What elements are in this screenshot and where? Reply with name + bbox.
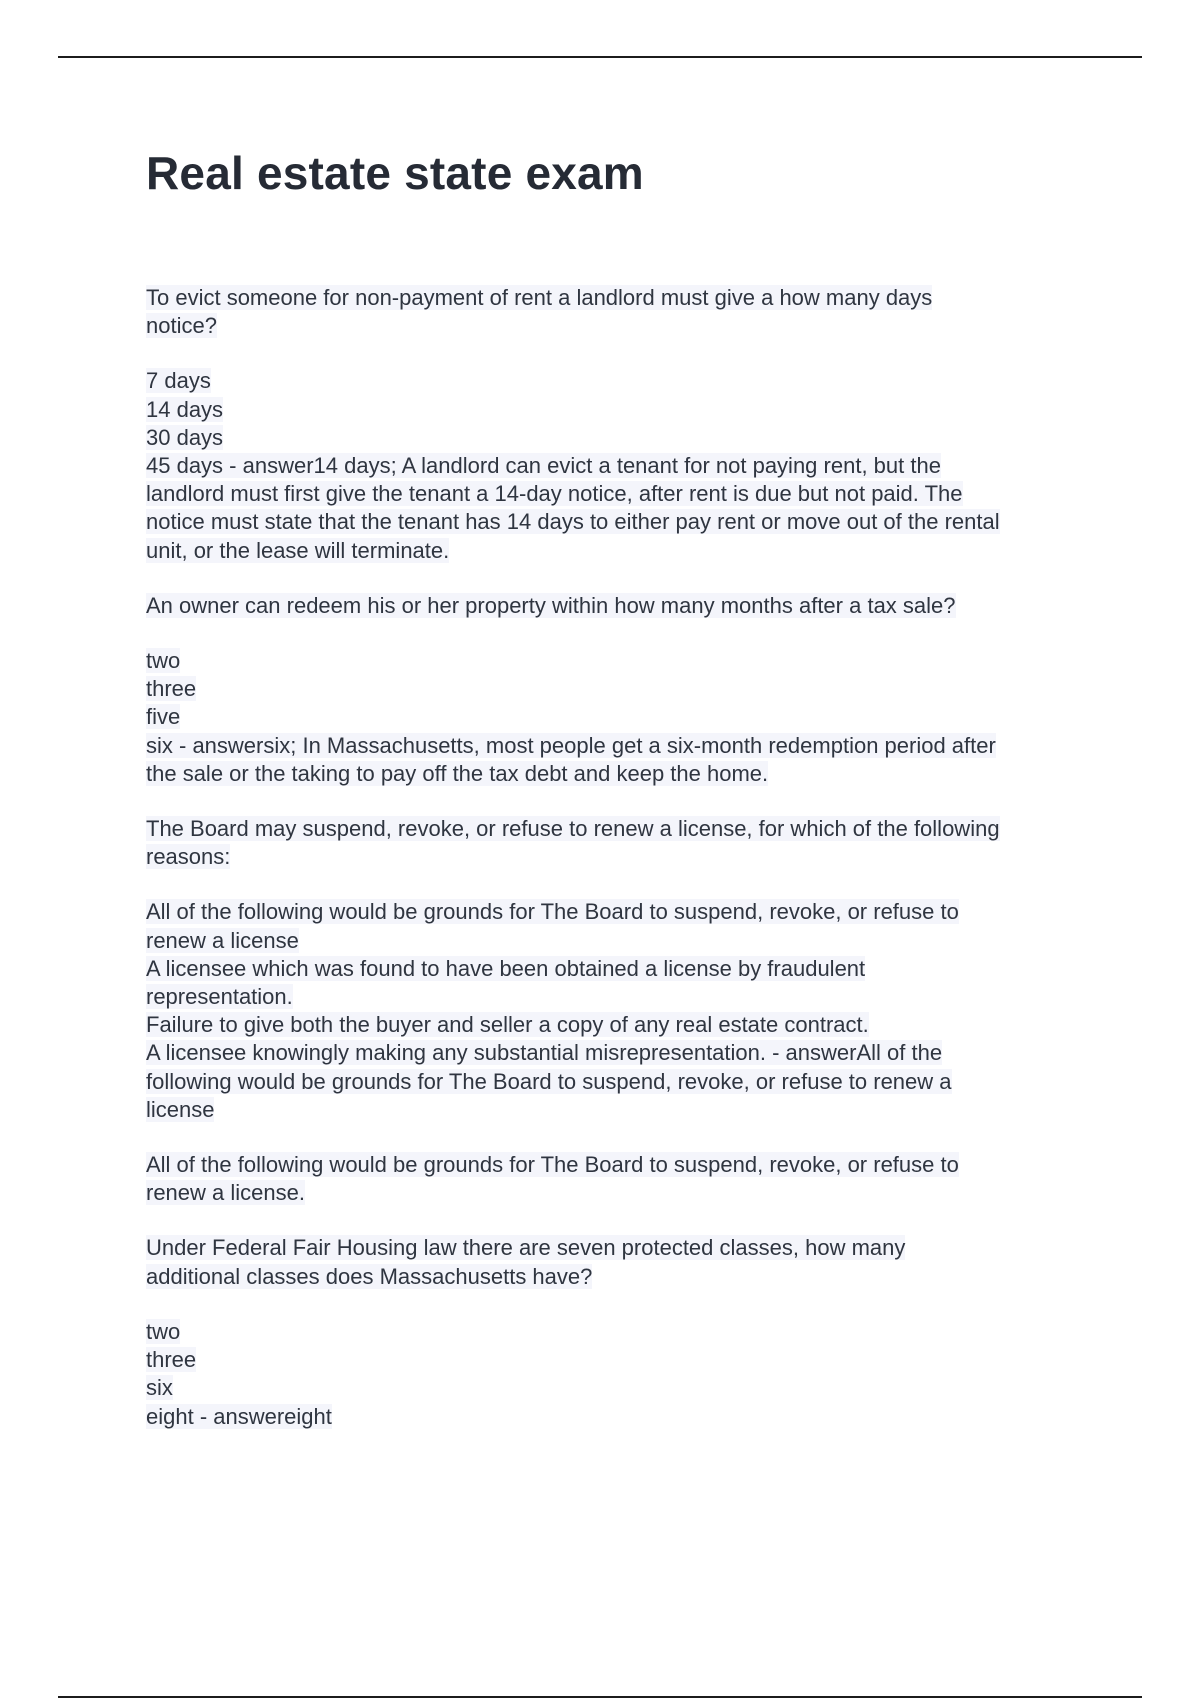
text-line: A licensee knowingly making any substantial misrepresentation. - answerAll of the [146, 1040, 943, 1066]
line-wrapper [146, 1234, 1096, 1262]
text-line: following would be grounds for The Board to suspend, revoke, or refuse to renew a [146, 1068, 952, 1094]
text-line: notice? [146, 313, 217, 339]
line-wrapper [146, 1096, 1096, 1124]
line-wrapper [146, 1318, 1096, 1346]
line-wrapper [146, 647, 1096, 675]
line-wrapper [146, 983, 1096, 1011]
text-line: An owner can redeem his or her property within how many months after a tax sale? [146, 592, 956, 618]
line-wrapper [146, 1179, 1096, 1207]
text-line: reasons: [146, 844, 231, 870]
line-wrapper [146, 843, 1096, 871]
line-wrapper [146, 396, 1096, 424]
answer-block [146, 367, 1096, 564]
line-wrapper [146, 508, 1096, 536]
line-wrapper [146, 480, 1096, 508]
line-wrapper [146, 452, 1096, 480]
text-line: renew a license. [146, 1180, 305, 1206]
text-line: landlord must first give the tenant a 14-day notice, after rent is due but not paid. The [146, 481, 963, 507]
line-wrapper [146, 760, 1096, 788]
line-wrapper [146, 1039, 1096, 1067]
line-wrapper [146, 815, 1096, 843]
footer-rule [58, 1696, 1142, 1698]
answer-block [146, 1318, 1096, 1431]
text-line: To evict someone for non-payment of rent a landlord must give a how many days [146, 285, 933, 310]
text-line: notice must state that the tenant has 14 days to either pay rent or move out of the rental [146, 509, 1000, 535]
text-line: renew a license [146, 927, 299, 953]
header-rule [58, 56, 1142, 58]
text-line: All of the following would be grounds for The Board to suspend, revoke, or refuse to [146, 899, 959, 925]
text-line: 30 days [146, 424, 224, 450]
text-line: three [146, 676, 197, 702]
text-line: unit, or the lease will terminate. [146, 537, 450, 563]
text-line: six - answersix; In Massachusetts, most people get a six-month redemption period after [146, 732, 996, 758]
text-line: five [146, 704, 181, 730]
line-wrapper [146, 955, 1096, 983]
answer-block [146, 647, 1096, 788]
line-wrapper [146, 927, 1096, 955]
text-line: six [146, 1375, 173, 1401]
line-wrapper [146, 1011, 1096, 1039]
text-line: Under Federal Fair Housing law there are seven protected classes, how many [146, 1235, 906, 1261]
line-wrapper [146, 703, 1096, 731]
page-title: Real estate state exam [146, 147, 644, 199]
text-line: eight - answereight [146, 1403, 332, 1429]
text-line: license [146, 1096, 215, 1122]
text-line: A licensee which was found to have been obtained a license by fraudulent [146, 955, 866, 981]
text-line: 45 days - answer14 days; A landlord can evict a tenant for not paying rent, but the [146, 453, 941, 479]
text-line: The Board may suspend, revoke, or refuse to renew a license, for which of the following [146, 816, 1000, 842]
line-wrapper [146, 367, 1096, 395]
text-line: the sale or the taking to pay off the tax debt and keep the home. [146, 760, 769, 786]
answer-block [146, 898, 1096, 1124]
text-line: two [146, 648, 181, 674]
question-block [146, 592, 1096, 620]
line-wrapper [146, 424, 1096, 452]
line-wrapper [146, 1151, 1096, 1179]
text-line: 7 days [146, 368, 211, 394]
line-wrapper [146, 1263, 1096, 1291]
line-wrapper [146, 537, 1096, 565]
line-wrapper [146, 1403, 1096, 1431]
line-wrapper [146, 675, 1096, 703]
line-wrapper [146, 1346, 1096, 1374]
line-wrapper [146, 284, 1096, 312]
line-wrapper [146, 1374, 1096, 1402]
question-block [146, 284, 1096, 340]
question-block [146, 815, 1096, 871]
text-line: All of the following would be grounds for The Board to suspend, revoke, or refuse to [146, 1152, 959, 1178]
line-wrapper [146, 898, 1096, 926]
text-line: 14 days [146, 396, 224, 422]
text-line: additional classes does Massachusetts have? [146, 1263, 593, 1289]
line-wrapper [146, 592, 1096, 620]
text-line: three [146, 1347, 197, 1373]
note-block [146, 1151, 1096, 1207]
line-wrapper [146, 312, 1096, 340]
line-wrapper [146, 732, 1096, 760]
text-line: representation. [146, 984, 293, 1010]
document-body [146, 284, 1096, 1458]
text-line: two [146, 1318, 181, 1344]
question-block [146, 1234, 1096, 1290]
text-line: Failure to give both the buyer and seller a copy of any real estate contract. [146, 1012, 869, 1038]
line-wrapper [146, 1068, 1096, 1096]
